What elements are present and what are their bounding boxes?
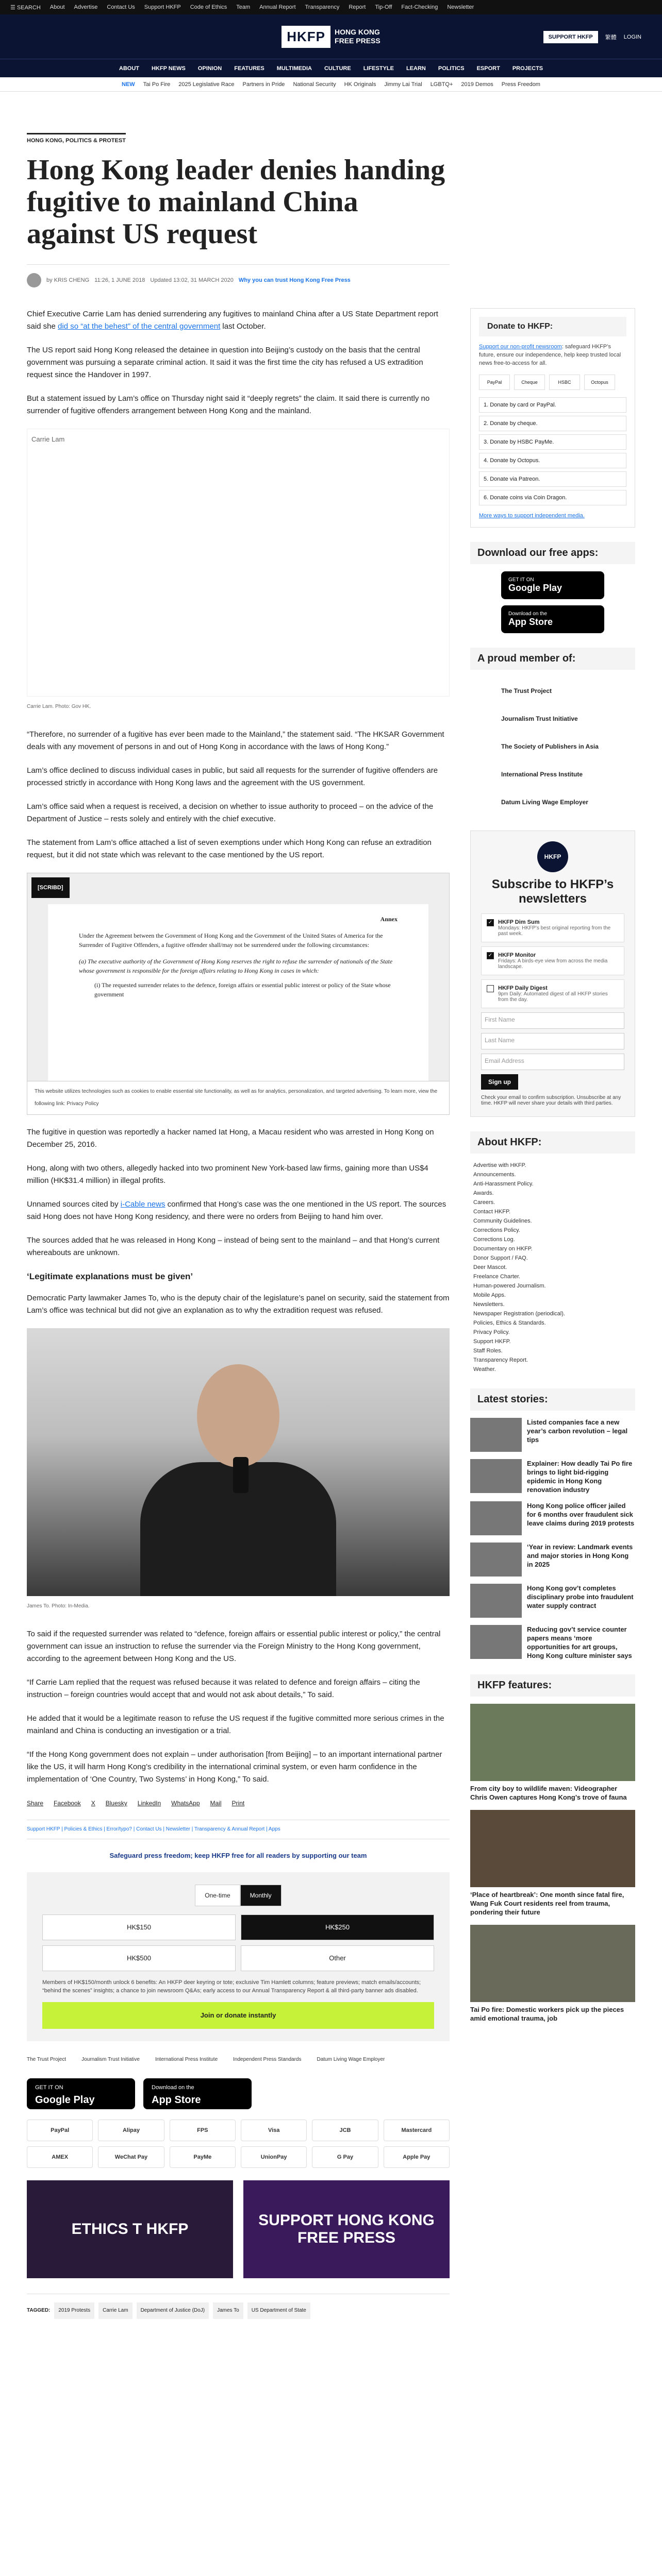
about-link[interactable]: Corrections Log. — [473, 1236, 515, 1243]
header-actions — [543, 31, 641, 43]
story-thumb — [470, 1584, 522, 1618]
proud-member-title: A proud member of: — [470, 648, 635, 670]
partner-logos — [27, 2054, 450, 2066]
about-list — [470, 1161, 635, 1374]
share-facebook-button[interactable]: Facebook — [54, 1800, 81, 1807]
feature-item[interactable]: From city boy to wildlife maven: Videographer Chris Owen captures Hong Kong’s trove of fauna — [470, 1704, 635, 1802]
about-link[interactable]: Advertise with HKFP. — [473, 1162, 526, 1168]
paragraph: Democratic Party lawmaker James To, who is the deputy chair of the legislature’s panel on security, said the statement from Lam’s office was technical but did not give an explanation as to why the extradition request was refused. — [27, 1294, 450, 1315]
signup-button[interactable]: Sign up — [481, 1074, 518, 1090]
donate-headline: Safeguard press freedom; keep HKFP free for all readers by supporting our team — [109, 1852, 367, 1859]
share-x-button[interactable]: X — [91, 1800, 95, 1807]
donate-options — [479, 397, 626, 505]
about-link[interactable]: Announcements. — [473, 1172, 516, 1178]
payment-icon[interactable]: Apple Pay — [384, 2146, 450, 2168]
about-link[interactable]: Support HKFP. — [473, 1338, 511, 1345]
nav-item[interactable]: LEARN — [406, 65, 426, 72]
donate-option[interactable]: 3. Donate by HSBC PayMe. — [479, 434, 626, 450]
topbar-item[interactable]: Newsletter — [447, 4, 474, 10]
amount-option[interactable]: HK$500 — [42, 1945, 236, 1971]
paragraph: He added that it would be a legitimate reason to refuse the US request if the fugitive committed more serious crimes in the mainland and China is conducting an investigation or a trial. — [27, 1714, 444, 1735]
partner-logo[interactable]: The Trust Project — [27, 2057, 67, 2062]
tag[interactable]: US Department of State — [247, 2302, 310, 2319]
member-logo[interactable]: International Press Institute — [501, 771, 583, 778]
new-label: NEW — [122, 81, 135, 88]
nav-item[interactable]: PROJECTS — [512, 65, 543, 72]
google-play-badge[interactable]: GET IT ON Google Play — [501, 571, 604, 599]
about-link[interactable]: Staff Roles. — [473, 1348, 503, 1354]
share-label: Share — [27, 1800, 44, 1807]
join-donate-button[interactable]: Join or donate instantly — [42, 2002, 434, 2029]
member-logo[interactable]: Journalism Trust Initiative — [501, 715, 578, 722]
app-store-badge[interactable]: Download on the App Store — [143, 2078, 252, 2109]
checkbox[interactable]: ✓ — [487, 919, 494, 926]
nav-item[interactable]: OPINION — [197, 65, 222, 72]
about-link[interactable]: Awards. — [473, 1190, 494, 1196]
payment-icon[interactable]: Alipay — [98, 2120, 164, 2141]
topbar-item[interactable]: ☰ SEARCH — [10, 4, 41, 11]
trending-link[interactable]: National Security — [293, 81, 336, 88]
donate-option[interactable]: 6. Donate coins via Coin Dragon. — [479, 490, 626, 505]
payment-icon[interactable]: PayPal — [27, 2120, 93, 2141]
nav-item[interactable]: MULTIMEDIA — [276, 65, 312, 72]
feature-image — [470, 1810, 635, 1887]
newsletter-option[interactable]: ✓ HKFP Dim Sum Mondays: HKFP’s best original reporting from the past week. — [481, 913, 624, 942]
google-play-badge[interactable]: GET IT ON Google Play — [27, 2078, 135, 2109]
inline-link[interactable]: did so “at the behest” of the central government — [58, 322, 221, 331]
amount-option[interactable]: Other — [241, 1945, 434, 1971]
topbar-item[interactable]: Tip-Off — [375, 4, 392, 10]
email-input[interactable]: Email Address — [481, 1054, 624, 1070]
first-name-input[interactable]: First Name — [481, 1012, 624, 1029]
donate-option[interactable]: 1. Donate by card or PayPal. — [479, 397, 626, 413]
newsletter-title: Subscribe to HKFP’s newsletters — [491, 877, 614, 906]
about-link[interactable]: Deer Mascot. — [473, 1264, 507, 1270]
more-ways-link[interactable]: More ways to support independent media. — [479, 513, 585, 519]
about-link[interactable]: Human-powered Journalism. — [473, 1283, 546, 1289]
trending-link[interactable]: HK Originals — [344, 81, 376, 88]
story-thumb — [470, 1418, 522, 1452]
author-avatar — [27, 273, 41, 287]
paragraph: The statement from Lam’s office attached a list of seven exemptions under which Hong Kong can refuse an extradition request, but it did not state which was relevant to the case mentioned by the US report. — [27, 838, 432, 859]
member-logo[interactable]: Datum Living Wage Employer — [501, 799, 588, 806]
donate-option[interactable]: 4. Donate by Octopus. — [479, 453, 626, 468]
donate-text: Support our non-profit newsroom: safeguard HKFP’s future, ensure our independence, help keep trusted local news free-to-access for all. — [479, 344, 621, 366]
story-thumb — [470, 1625, 522, 1659]
topbar-item[interactable]: Code of Ethics — [190, 4, 227, 10]
paragraph: The US report said Hong Kong released the detainee in question into Beijing’s custody on the basis that the central government was pursuing a separate criminal action. It said it was the first time the city has refused a US extradition request since the Handover in 1997. — [27, 346, 423, 379]
payment-icon[interactable]: JCB — [312, 2120, 378, 2141]
about-link[interactable]: Weather. — [473, 1366, 496, 1372]
partner-logo[interactable]: Journalism Trust Initiative — [81, 2057, 140, 2062]
payment-icon[interactable]: Octopus — [584, 375, 615, 390]
site-logo[interactable] — [282, 26, 380, 48]
payment-icon[interactable]: PayPal — [479, 375, 510, 390]
paragraph: “If the Hong Kong government does not explain – under authorisation [from Beijing] – to an important international partner like the US, it will harm Hong Kong’s credibility in the international criminal system, or even harm confidence in the implementation of ‘One Country, Two Systems’ in Hong Kong,” To said. — [27, 1750, 442, 1784]
trending-link[interactable]: 2025 Legislative Race — [178, 81, 235, 88]
trending-link[interactable]: LGBTQ+ — [430, 81, 453, 88]
payment-icon[interactable]: PayMe — [170, 2146, 236, 2168]
latest-list — [470, 1418, 635, 1660]
donate-link[interactable]: Support our non-profit newsroom — [479, 344, 562, 350]
trending-bar — [0, 77, 662, 92]
doc-text: (i) The requested surrender relates to the defence, foreign affairs or essential public interest or policy of the State whose government — [94, 981, 391, 998]
paragraph: Lam’s office declined to discuss individual cases in public, but said all requests for the surrender of fugitive offenders are processed strictly in accordance with Hong Kong laws and the agreement with the US government. — [27, 766, 438, 787]
trust-link[interactable]: Why you can trust Hong Kong Free Press — [238, 277, 351, 283]
scribd-embed[interactable] — [27, 873, 450, 1115]
donate-icons — [479, 375, 626, 390]
partner-logo[interactable]: International Press Institute — [155, 2057, 218, 2062]
feature-image — [470, 1704, 635, 1781]
trending-link[interactable]: Jimmy Lai Trial — [384, 81, 422, 88]
share-bluesky-button[interactable]: Bluesky — [105, 1800, 127, 1807]
about-link[interactable]: Policies, Ethics & Standards. — [473, 1320, 546, 1326]
topbar-item[interactable]: Transparency — [305, 4, 340, 10]
nav-item[interactable]: ESPORT — [476, 65, 500, 72]
apps-title: Download our free apps: — [470, 542, 635, 564]
payment-icon[interactable]: FPS — [170, 2120, 236, 2141]
trending-link[interactable]: Tai Po Fire — [143, 81, 171, 88]
paragraph: Chief Executive Carrie Lam has denied surrendering any fugitives to mainland China after a US State Department report said she did so “at the behest” of the central government last October. — [27, 310, 438, 331]
cookie-notice[interactable]: This website utilizes technologies such as cookies to enable essential site functionality, as well as for analytics, personalization, and targeted advertising. To learn more, view the following link: Privacy Policy — [27, 1081, 449, 1114]
newsletter-widget — [470, 831, 635, 1117]
topbar-item[interactable]: Annual Report — [259, 4, 296, 10]
paragraph: “Therefore, no surrender of a fugitive has ever been made to the Mainland,” the statement said. “The HKSAR Government deals with any movement of persons in and out of Hong Kong in accordance with the laws of Hong Kong.” — [27, 730, 444, 751]
last-name-input[interactable]: Last Name — [481, 1033, 624, 1049]
byline — [27, 264, 450, 287]
james-to-photo — [27, 1328, 450, 1596]
story-item[interactable]: ‘Year in review: Landmark events and major stories in Hong Kong in 2025 — [470, 1543, 635, 1577]
hkfp-badge-icon: HKFP — [537, 841, 568, 872]
nav-item[interactable]: ABOUT — [119, 65, 139, 72]
about-link[interactable]: Donor Support / FAQ. — [473, 1255, 528, 1261]
share-bar — [27, 1797, 450, 1809]
article-image-broken — [27, 429, 450, 697]
payment-icon[interactable]: Cheque — [514, 375, 545, 390]
about-link[interactable]: Transparency Report. — [473, 1357, 528, 1363]
story-item[interactable]: Listed companies face a new year’s carbon revolution – legal tips — [470, 1418, 635, 1452]
checkbox[interactable] — [487, 985, 494, 992]
share-whatsapp-button[interactable]: WhatsApp — [171, 1800, 200, 1807]
payment-icon[interactable]: G Pay — [312, 2146, 378, 2168]
about-link[interactable]: Careers. — [473, 1199, 495, 1206]
about-title: About HKFP: — [470, 1131, 635, 1154]
checkbox[interactable]: ✓ — [487, 952, 494, 959]
member-logo[interactable]: The Society of Publishers in Asia — [501, 743, 599, 750]
member-benefits: Members of HK$150/month unlock 6 benefits: An HKFP deer keyring or tote; exclusive Tim Hamlett columns; feature previews; match emails/accounts; “behind the scenes” insights; a chance to join newsroom Q&As; early access to our Annual Transparency Report & all third-party banner ads disabled. — [42, 1979, 421, 1994]
donate-option[interactable]: 2. Donate by cheque. — [479, 416, 626, 431]
trending-link[interactable]: Partners in Pride — [242, 81, 285, 88]
newsletter-option[interactable]: HKFP Daily Digest 9pm Daily: Automated digest of all HKFP stories from the day. — [481, 979, 624, 1008]
sidebar — [470, 308, 635, 2319]
about-link[interactable]: Anti-Harassment Policy. — [473, 1181, 534, 1187]
logo-mark: HKFP — [282, 26, 330, 48]
scribd-label: [SCRIBD] — [31, 877, 70, 898]
top-utility-bar — [0, 0, 662, 14]
payment-icon[interactable]: AMEX — [27, 2146, 93, 2168]
feature-item[interactable]: Tai Po fire: Domestic workers pick up the pieces amid emotional trauma, job — [470, 1925, 635, 2023]
ethics-banner[interactable]: ETHICS T HKFP — [27, 2180, 233, 2278]
site-header — [0, 14, 662, 59]
newsletter-option[interactable]: ✓ HKFP Monitor Fridays: A birds-eye view from across the media landscape. — [481, 946, 624, 975]
trending-link[interactable]: 2019 Demos — [461, 81, 493, 88]
footer-links[interactable]: Support HKFP | Policies & Ethics | Error/typo? | Contact Us | Newsletter | Transparency & Annual Report | Apps — [27, 1820, 450, 1839]
member-logo[interactable]: The Trust Project — [501, 687, 552, 694]
image-alt-text: Carrie Lam — [31, 435, 65, 443]
inline-link[interactable]: i-Cable news — [120, 1200, 166, 1209]
image-caption: James To. Photo: In-Media. — [27, 1603, 90, 1609]
paragraph: Unnamed sources cited by i-Cable news confirmed that Hong’s case was the one mentioned in the US report. The sources said Hong does not have Hong Kong residency, and there were no orders from Beijing to hand him over. — [27, 1200, 446, 1221]
doc-annex: Annex — [380, 916, 398, 923]
about-link[interactable]: Corrections Policy. — [473, 1227, 520, 1233]
topbar-item[interactable]: Support HKFP — [144, 4, 181, 10]
member-logos — [470, 677, 635, 816]
about-link[interactable]: Newspaper Registration (periodical). — [473, 1311, 565, 1317]
latest-title: Latest stories: — [470, 1388, 635, 1411]
topbar-item[interactable]: Report — [349, 4, 366, 10]
nav-item[interactable]: HKFP NEWS — [151, 65, 186, 72]
story-thumb — [470, 1501, 522, 1535]
publish-date: 11:26, 1 JUNE 2018 — [94, 277, 145, 283]
paragraph: The sources added that he was released in Hong Kong – instead of being sent to the mainland – and that Hong’s current whereabouts are unknown. — [27, 1236, 440, 1257]
share-linkedin-button[interactable]: LinkedIn — [137, 1800, 161, 1807]
about-link[interactable]: Documentary on HKFP. — [473, 1246, 533, 1252]
tag[interactable]: 2019 Protests — [54, 2302, 94, 2319]
frequency-toggle — [42, 1885, 434, 1906]
feature-item[interactable]: ‘Place of heartbreak’: One month since fatal fire, Wang Fuk Court residents reel from trauma, pondering their future — [470, 1810, 635, 1917]
tag[interactable]: Carrie Lam — [98, 2302, 132, 2319]
donate-title: Donate to HKFP: — [479, 317, 626, 336]
topbar-item[interactable]: Team — [236, 4, 251, 10]
monthly-tab[interactable]: Monthly — [240, 1885, 282, 1906]
tag-list — [27, 2294, 450, 2319]
language-toggle[interactable]: 繁體 — [605, 35, 617, 41]
about-link[interactable]: Privacy Policy. — [473, 1329, 510, 1335]
promo-banners — [27, 2180, 450, 2278]
author-name[interactable]: by KRIS CHENG — [46, 277, 90, 283]
doc-text: Under the Agreement between the Government of Hong Kong and the Government of the United States of America for the Surrender of Fugitive Offenders, a fugitive offender shall/may not be surrendered under the following circumstances: — [79, 932, 383, 948]
about-link[interactable]: Contact HKFP. — [473, 1209, 510, 1215]
subheading: ‘Legitimate explanations must be given’ — [27, 1272, 193, 1281]
login-link[interactable]: LOGIN — [623, 34, 641, 40]
tag[interactable]: James To — [213, 2302, 243, 2319]
about-link[interactable]: Newsletters. — [473, 1301, 505, 1308]
amount-options — [42, 1914, 434, 1971]
share-mail-button[interactable]: Mail — [210, 1800, 222, 1807]
amount-option[interactable]: HK$150 — [42, 1914, 236, 1940]
doc-text: (a) The executive authority of the Government of Hong Kong reserves the right to refuse the surrender of nationals of the State whose government is responsible for the foreign affairs relating to Hong Kong in cases in which: — [79, 958, 393, 974]
paragraph: “If Carrie Lam replied that the request was refused because it was related to defence and foreign affairs – citing the instruction – foreign countries would accept that and would not ask about details,” To said. — [27, 1678, 420, 1699]
support-hkfp-button[interactable]: SUPPORT HKFP — [543, 31, 598, 43]
story-item[interactable]: Explainer: How deadly Tai Po fire brings to light bid-rigging epidemic in Hong Kong renovation industry — [470, 1459, 635, 1494]
paragraph: The fugitive in question was reportedly a hacker named Iat Hong, a Macau resident who was arrested in Hong Kong on December 25, 2016. — [27, 1128, 434, 1149]
story-item[interactable]: Hong Kong police officer jailed for 6 months over fraudulent sick leave claims during 2019 protests — [470, 1501, 635, 1535]
story-item[interactable]: Reducing gov’t service counter papers means ‘more opportunities for art groups, Hong Kong culture minister says — [470, 1625, 635, 1660]
partner-logo[interactable]: Independent Press Standards — [233, 2057, 302, 2062]
one-time-tab[interactable]: One-time — [195, 1885, 240, 1906]
story-thumb — [470, 1459, 522, 1493]
newsletter-note: Check your email to confirm subscription. Unsubscribe at any time. HKFP will never share your details with third parties. — [481, 1095, 621, 1106]
donate-widget — [470, 308, 635, 528]
topbar-item[interactable]: Advertise — [74, 4, 98, 10]
payment-methods — [27, 2120, 450, 2168]
features-title: HKFP features: — [470, 1674, 635, 1697]
topbar-item[interactable]: Contact Us — [107, 4, 135, 10]
amount-option[interactable]: HK$250 — [241, 1914, 434, 1940]
payment-icon[interactable]: HSBC — [549, 375, 580, 390]
tags-label: TAGGED: — [27, 2308, 51, 2313]
nav-item[interactable]: LIFESTYLE — [363, 65, 394, 72]
topbar-item[interactable]: Fact-Checking — [401, 4, 438, 10]
nav-item[interactable]: FEATURES — [234, 65, 264, 72]
image-caption: Carrie Lam. Photo: Gov HK. — [27, 704, 91, 709]
story-item[interactable]: Hong Kong gov’t completes disciplinary probe into fraudulent water supply contract — [470, 1584, 635, 1618]
article-title: Hong Kong leader denies handing fugitive to mainland China against US request — [27, 154, 445, 250]
paragraph: To said if the requested surrender was related to “defence, foreign affairs or essential public interest or policy,” the central government can issue an instruction to refuse the surrender via the Foreign Ministry to the Hong Kong government, according to the agreement between Hong Kong and the US. — [27, 1630, 441, 1663]
article-category[interactable]: HONG KONG, POLITICS & PROTEST — [27, 133, 126, 144]
story-thumb — [470, 1543, 522, 1577]
about-link[interactable]: Community Guidelines. — [473, 1218, 532, 1224]
nav-item[interactable]: POLITICS — [438, 65, 465, 72]
payment-icon[interactable]: UnionPay — [241, 2146, 307, 2168]
about-link[interactable]: Freelance Charter. — [473, 1274, 521, 1280]
print-button[interactable]: Print — [231, 1800, 245, 1807]
embedded-document — [48, 904, 428, 1094]
logo-text: HONG KONG FREE PRESS — [335, 28, 380, 45]
paragraph: Hong, along with two others, allegedly hacked into two prominent New York-based law firms, gaining more than US$4 million (HK$31.4 million) in illegal profits. — [27, 1164, 428, 1185]
feature-image — [470, 1925, 635, 2002]
article-body — [27, 308, 450, 2319]
tag[interactable]: Department of Justice (DoJ) — [137, 2302, 209, 2319]
trending-link[interactable]: Press Freedom — [501, 81, 540, 88]
payment-icon[interactable]: WeChat Pay — [98, 2146, 164, 2168]
donate-box — [27, 1872, 450, 2041]
main-nav — [0, 59, 662, 77]
partner-logo[interactable]: Datum Living Wage Employer — [317, 2057, 385, 2062]
app-badges — [27, 2078, 450, 2109]
updated-date: Updated 13:02, 31 MARCH 2020 — [150, 277, 234, 283]
topbar-item[interactable]: About — [49, 4, 65, 10]
about-link[interactable]: Mobile Apps. — [473, 1292, 506, 1298]
paragraph: Lam’s office said when a request is received, a decision on whether to issue authority to proceed – on the advice of the Department of Justice – rests solely and entirely with the chief executive. — [27, 802, 434, 823]
nav-item[interactable]: CULTURE — [324, 65, 351, 72]
donate-option[interactable]: 5. Donate via Patreon. — [479, 471, 626, 487]
app-store-badge[interactable]: Download on the App Store — [501, 605, 604, 633]
support-banner[interactable]: SUPPORT HONG KONG FREE PRESS — [243, 2180, 450, 2278]
payment-icon[interactable]: Visa — [241, 2120, 307, 2141]
payment-icon[interactable]: Mastercard — [384, 2120, 450, 2141]
paragraph: But a statement issued by Lam’s office on Thursday night said it “deeply regrets” the claim. It said there is currently no surrender of fugitive offenders arrangement between Hong Kong and the mainland. — [27, 394, 430, 415]
